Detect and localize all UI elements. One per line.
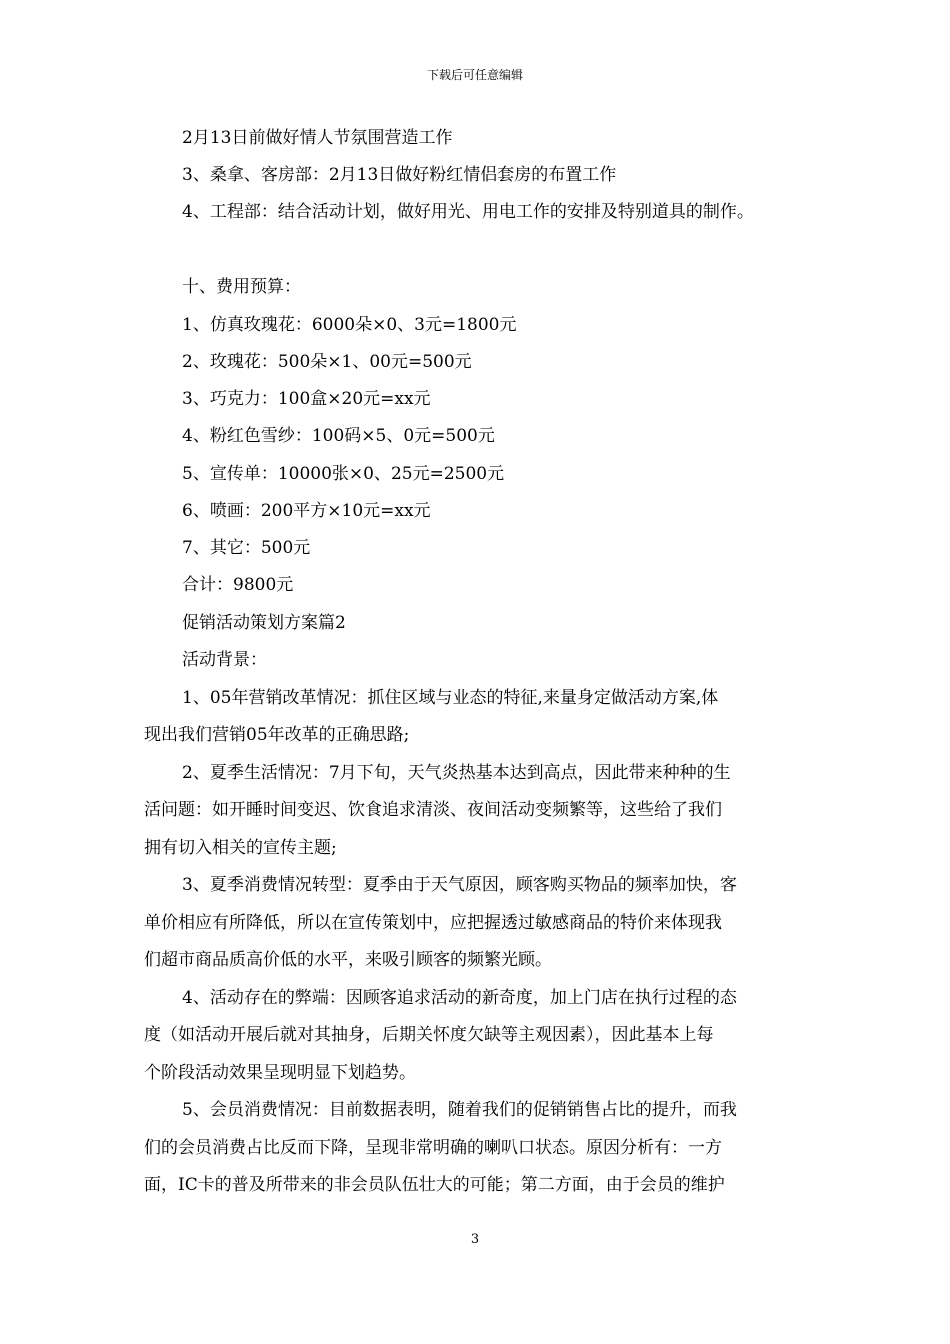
- paragraph-line: 们的会员消费占比反而下降，呈现非常明确的喇叭口状态。原因分析有：一方: [144, 1138, 722, 1158]
- paragraph-line: 度（如活动开展后就对其抽身，后期关怀度欠缺等主观因素），因此基本上每: [144, 1025, 714, 1045]
- paragraph-line: 个阶段活动效果呈现明显下划趋势。: [144, 1063, 416, 1083]
- paragraph-line: 拥有切入相关的宣传主题;: [144, 838, 337, 858]
- budget-heading: 十、费用预算：: [182, 277, 301, 297]
- paragraph-line: 单价相应有所降低，所以在宣传策划中，应把握透过敏感商品的特价来体现我: [144, 913, 722, 933]
- paragraph-line: 3、夏季消费情况转型：夏季由于天气原因，顾客购买物品的频率加快，客: [182, 875, 737, 895]
- text-line: 2月13日前做好情人节氛围营造工作: [182, 128, 453, 148]
- budget-item: 2、玫瑰花：500朵×1、00元=500元: [182, 352, 472, 372]
- text-line: 4、工程部：结合活动计划，做好用光、用电工作的安排及特别道具的制作。: [182, 202, 754, 222]
- budget-item: 1、仿真玫瑰花：6000朵×0、3元=1800元: [182, 315, 517, 335]
- paragraph-line: 们超市商品质高价低的水平，来吸引顾客的频繁光顾。: [144, 950, 552, 970]
- budget-item: 3、巧克力：100盒×20元=xx元: [182, 389, 431, 409]
- budget-item: 7、其它：500元: [182, 538, 311, 558]
- paragraph-line: 2、夏季生活情况：7月下旬，天气炎热基本达到高点，因此带来种种的生: [182, 763, 731, 783]
- paragraph-line: 活问题：如开睡时间变迟、饮食追求清淡、夜间活动变频繁等，这些给了我们: [144, 800, 722, 820]
- paragraph-line: 1、05年营销改革情况：抓住区域与业态的特征,来量身定做活动方案,体: [182, 688, 719, 708]
- paragraph-line: 面，IC卡的普及所带来的非会员队伍壮大的可能；第二方面，由于会员的维护: [144, 1175, 725, 1195]
- page-number: 3: [470, 1232, 480, 1247]
- paragraph-line: 5、会员消费情况：目前数据表明，随着我们的促销销售占比的提升，而我: [182, 1100, 737, 1120]
- budget-item: 4、粉红色雪纱：100码×5、0元=500元: [182, 426, 495, 446]
- paragraph-line: 4、活动存在的弊端：因顾客追求活动的新奇度，加上门店在执行过程的态: [182, 988, 737, 1008]
- budget-total: 合计：9800元: [182, 575, 294, 595]
- background-heading: 活动背景：: [182, 650, 267, 670]
- text-line: 3、桑拿、客房部：2月13日做好粉红情侣套房的布置工作: [182, 165, 617, 185]
- budget-item: 5、宣传单：10000张×0、25元=2500元: [182, 464, 505, 484]
- paragraph-line: 现出我们营销05年改革的正确思路;: [144, 725, 410, 745]
- budget-item: 6、喷画：200平方×10元=xx元: [182, 501, 431, 521]
- section-title: 促销活动策划方案篇2: [182, 613, 346, 633]
- page-header: 下载后可任意编辑: [426, 68, 523, 82]
